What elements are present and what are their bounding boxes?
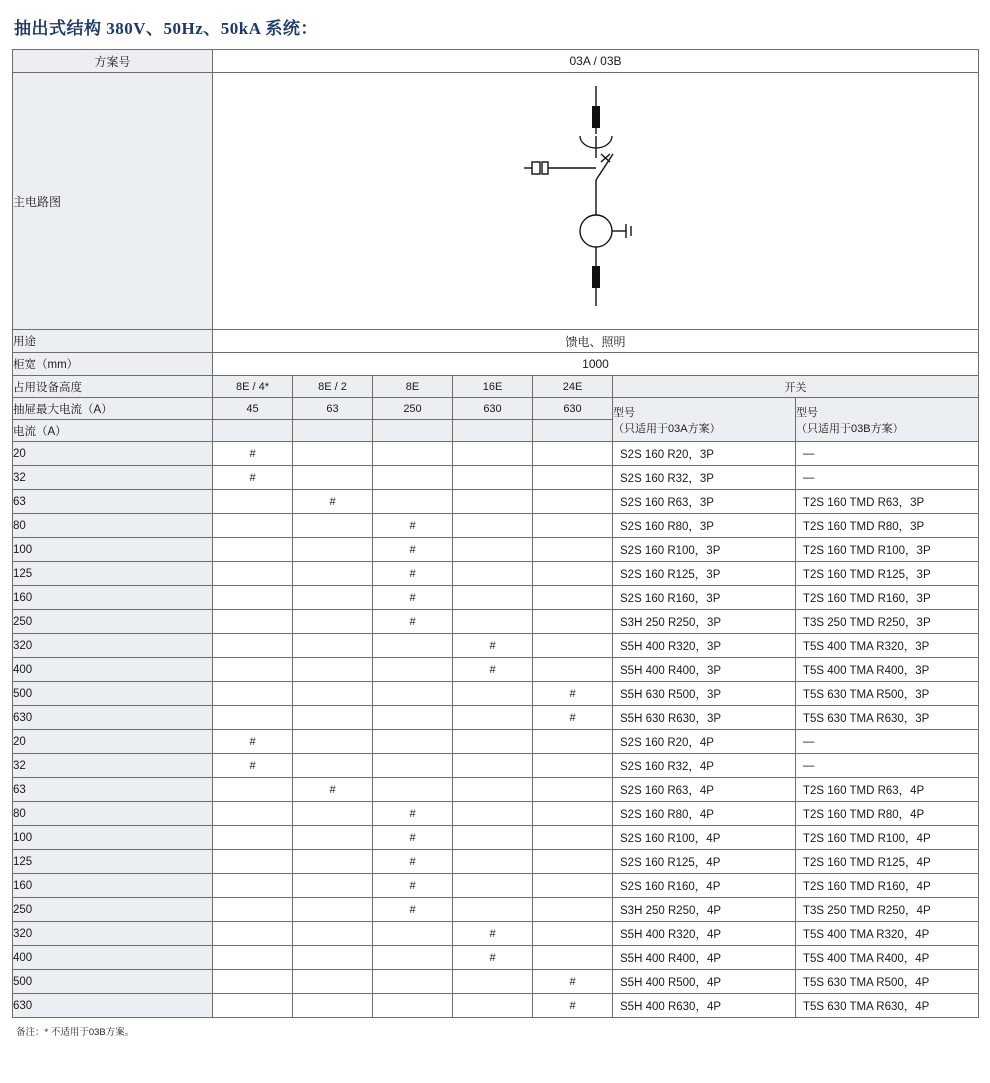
row-model-a: S2S 160 R125，4P — [613, 850, 796, 874]
current-spacer-0 — [213, 420, 293, 442]
table-row — [13, 826, 979, 850]
diagram-row — [13, 73, 979, 330]
row-mark-col-0 — [213, 586, 293, 610]
row-current: 400 — [13, 946, 213, 970]
row-mark-col-1 — [293, 538, 373, 562]
main-circuit-diagram — [213, 73, 979, 330]
row-current: 63 — [13, 778, 213, 802]
row-mark-col-1 — [293, 754, 373, 778]
row-mark-col-0 — [213, 898, 293, 922]
current-spacer-2 — [373, 420, 453, 442]
availability-mark: # — [489, 639, 496, 652]
row-mark-col-2 — [373, 562, 453, 586]
row-mark-col-3 — [453, 682, 533, 706]
row-mark-col-1 — [293, 970, 373, 994]
row-current: 32 — [13, 466, 213, 490]
row-mark-col-2 — [373, 922, 453, 946]
device-height-1: 8E / 2 — [293, 376, 373, 398]
model-a-title: 型号 — [613, 406, 635, 419]
row-mark-col-1 — [293, 826, 373, 850]
availability-mark: # — [249, 447, 256, 460]
device-height-4: 24E — [533, 376, 613, 398]
table-row — [13, 874, 979, 898]
row-mark-col-0 — [213, 610, 293, 634]
row-model-a: S5H 400 R320，3P — [613, 634, 796, 658]
row-model-b: — — [796, 442, 979, 466]
device-height-label: 占用设备高度 — [13, 376, 213, 398]
availability-mark: # — [409, 543, 416, 556]
device-height-3: 16E — [453, 376, 533, 398]
max-current-2: 250 — [373, 398, 453, 420]
row-mark-col-3 — [453, 874, 533, 898]
row-current: 250 — [13, 898, 213, 922]
row-model-a: S2S 160 R32，4P — [613, 754, 796, 778]
row-current: 100 — [13, 538, 213, 562]
row-mark-col-2 — [373, 898, 453, 922]
table-row — [13, 466, 979, 490]
availability-mark: # — [569, 999, 576, 1012]
row-mark-col-2 — [373, 682, 453, 706]
table-row — [13, 946, 979, 970]
row-model-b: T5S 400 TMA R320，3P — [796, 634, 979, 658]
availability-mark: # — [409, 615, 416, 628]
row-mark-col-1 — [293, 442, 373, 466]
row-model-b: — — [796, 466, 979, 490]
row-mark-col-0 — [213, 562, 293, 586]
row-mark-col-2 — [373, 802, 453, 826]
table-row — [13, 442, 979, 466]
row-current: 630 — [13, 994, 213, 1018]
row-mark-col-2 — [373, 706, 453, 730]
scheme-row — [13, 50, 979, 73]
row-model-b: T5S 630 TMA R500，3P — [796, 682, 979, 706]
table-row — [13, 994, 979, 1018]
row-mark-col-4 — [533, 946, 613, 970]
availability-mark: # — [409, 879, 416, 892]
row-mark-col-0 — [213, 970, 293, 994]
switch-header: 开关 — [613, 376, 979, 398]
row-mark-col-3 — [453, 850, 533, 874]
row-model-b: T3S 250 TMD R250，4P — [796, 898, 979, 922]
row-current: 500 — [13, 970, 213, 994]
availability-mark: # — [409, 567, 416, 580]
row-current: 20 — [13, 442, 213, 466]
max-current-row — [13, 398, 979, 420]
row-mark-col-1 — [293, 466, 373, 490]
row-model-a: S2S 160 R63，3P — [613, 490, 796, 514]
row-mark-col-2 — [373, 730, 453, 754]
row-model-b: T2S 160 TMD R125，4P — [796, 850, 979, 874]
max-current-0: 45 — [213, 398, 293, 420]
row-mark-col-0 — [213, 466, 293, 490]
row-mark-col-0 — [213, 778, 293, 802]
model-a-header — [613, 398, 796, 442]
row-model-b: T5S 630 TMA R500，4P — [796, 970, 979, 994]
row-mark-col-0 — [213, 538, 293, 562]
row-mark-col-1 — [293, 682, 373, 706]
row-mark-col-3 — [453, 946, 533, 970]
table-row — [13, 634, 979, 658]
row-current: 630 — [13, 706, 213, 730]
use-label: 用途 — [13, 330, 213, 353]
row-mark-col-2 — [373, 658, 453, 682]
row-mark-col-4 — [533, 754, 613, 778]
table-row — [13, 490, 979, 514]
availability-mark: # — [569, 687, 576, 700]
availability-mark: # — [489, 951, 496, 964]
row-model-a: S3H 250 R250，4P — [613, 898, 796, 922]
table-row — [13, 754, 979, 778]
table-row — [13, 538, 979, 562]
row-mark-col-3 — [453, 466, 533, 490]
row-current: 400 — [13, 658, 213, 682]
current-spacer-1 — [293, 420, 373, 442]
table-row — [13, 922, 979, 946]
table-row — [13, 970, 979, 994]
row-model-a: S2S 160 R125，3P — [613, 562, 796, 586]
row-mark-col-3 — [453, 610, 533, 634]
row-mark-col-0 — [213, 658, 293, 682]
row-mark-col-1 — [293, 778, 373, 802]
row-mark-col-0 — [213, 682, 293, 706]
diagram-label: 主电路图 — [13, 73, 213, 330]
row-mark-col-3 — [453, 562, 533, 586]
table-row — [13, 706, 979, 730]
row-current: 320 — [13, 634, 213, 658]
row-mark-col-2 — [373, 970, 453, 994]
table-row — [13, 610, 979, 634]
row-mark-col-3 — [453, 994, 533, 1018]
row-mark-col-0 — [213, 802, 293, 826]
row-mark-col-4 — [533, 610, 613, 634]
max-current-1: 63 — [293, 398, 373, 420]
max-current-4: 630 — [533, 398, 613, 420]
row-model-a: S5H 400 R500，4P — [613, 970, 796, 994]
row-current: 32 — [13, 754, 213, 778]
row-model-a: S2S 160 R100，3P — [613, 538, 796, 562]
model-b-title: 型号 — [796, 406, 818, 419]
scheme-value: 03A / 03B — [213, 50, 979, 73]
row-model-a: S2S 160 R80，3P — [613, 514, 796, 538]
row-current: 320 — [13, 922, 213, 946]
row-mark-col-4 — [533, 538, 613, 562]
row-mark-col-0 — [213, 850, 293, 874]
row-current: 80 — [13, 514, 213, 538]
row-mark-col-4 — [533, 586, 613, 610]
row-model-a: S2S 160 R160，3P — [613, 586, 796, 610]
scheme-label: 方案号 — [13, 50, 213, 73]
row-mark-col-0 — [213, 490, 293, 514]
row-model-a: S5H 400 R400，4P — [613, 946, 796, 970]
row-mark-col-0 — [213, 442, 293, 466]
row-current: 250 — [13, 610, 213, 634]
current-spacer-3 — [453, 420, 533, 442]
row-mark-col-0 — [213, 826, 293, 850]
row-mark-col-1 — [293, 730, 373, 754]
device-height-row — [13, 376, 979, 398]
row-model-a: S5H 630 R630，3P — [613, 706, 796, 730]
row-mark-col-1 — [293, 634, 373, 658]
row-mark-col-2 — [373, 442, 453, 466]
row-model-a: S5H 400 R630，4P — [613, 994, 796, 1018]
row-mark-col-4 — [533, 442, 613, 466]
row-model-a: S5H 400 R320，4P — [613, 922, 796, 946]
current-spacer-4 — [533, 420, 613, 442]
availability-mark: # — [569, 711, 576, 724]
row-mark-col-4 — [533, 730, 613, 754]
row-model-b: T2S 160 TMD R100，3P — [796, 538, 979, 562]
availability-mark: # — [409, 591, 416, 604]
row-mark-col-1 — [293, 994, 373, 1018]
data-rows-body — [13, 442, 979, 1018]
row-model-a: S2S 160 R20，3P — [613, 442, 796, 466]
row-mark-col-4 — [533, 658, 613, 682]
row-mark-col-2 — [373, 778, 453, 802]
table-row — [13, 898, 979, 922]
row-mark-col-2 — [373, 946, 453, 970]
row-model-b: — — [796, 754, 979, 778]
availability-mark: # — [409, 855, 416, 868]
row-mark-col-3 — [453, 970, 533, 994]
row-mark-col-0 — [213, 754, 293, 778]
model-a-note: （只适用于03A方案） — [613, 422, 721, 435]
availability-mark: # — [569, 975, 576, 988]
row-mark-col-3 — [453, 898, 533, 922]
row-model-a: S5H 630 R500，3P — [613, 682, 796, 706]
row-current: 100 — [13, 826, 213, 850]
use-value: 馈电、照明 — [213, 330, 979, 353]
availability-mark: # — [409, 903, 416, 916]
current-label: 电流（A） — [13, 420, 213, 442]
row-mark-col-4 — [533, 994, 613, 1018]
row-mark-col-0 — [213, 922, 293, 946]
table-row — [13, 850, 979, 874]
row-model-b: T5S 400 TMA R320，4P — [796, 922, 979, 946]
row-model-b: T5S 400 TMA R400，3P — [796, 658, 979, 682]
table-row — [13, 586, 979, 610]
row-model-b: T2S 160 TMD R125，3P — [796, 562, 979, 586]
row-mark-col-1 — [293, 850, 373, 874]
row-mark-col-2 — [373, 466, 453, 490]
row-model-b: — — [796, 730, 979, 754]
row-current: 500 — [13, 682, 213, 706]
table-row — [13, 682, 979, 706]
max-current-3: 630 — [453, 398, 533, 420]
row-model-b: T2S 160 TMD R63，4P — [796, 778, 979, 802]
row-current: 160 — [13, 874, 213, 898]
row-mark-col-2 — [373, 826, 453, 850]
row-mark-col-1 — [293, 706, 373, 730]
table-row — [13, 778, 979, 802]
row-mark-col-4 — [533, 802, 613, 826]
row-model-b: T2S 160 TMD R100，4P — [796, 826, 979, 850]
row-mark-col-0 — [213, 946, 293, 970]
row-model-a: S3H 250 R250，3P — [613, 610, 796, 634]
page-title: 抽出式结构 380V、50Hz、50kA 系统： — [14, 19, 318, 38]
row-mark-col-1 — [293, 898, 373, 922]
row-mark-col-4 — [533, 970, 613, 994]
row-mark-col-4 — [533, 826, 613, 850]
row-model-a: S2S 160 R100，4P — [613, 826, 796, 850]
table-row — [13, 802, 979, 826]
row-current: 80 — [13, 802, 213, 826]
row-mark-col-3 — [453, 634, 533, 658]
row-model-b: T2S 160 TMD R160，3P — [796, 586, 979, 610]
row-mark-col-3 — [453, 778, 533, 802]
row-mark-col-1 — [293, 922, 373, 946]
availability-mark: # — [409, 831, 416, 844]
row-mark-col-3 — [453, 730, 533, 754]
row-mark-col-2 — [373, 610, 453, 634]
row-mark-col-3 — [453, 658, 533, 682]
row-mark-col-3 — [453, 802, 533, 826]
availability-mark: # — [249, 471, 256, 484]
row-model-b: T2S 160 TMD R63，3P — [796, 490, 979, 514]
row-mark-col-3 — [453, 586, 533, 610]
row-mark-col-3 — [453, 754, 533, 778]
device-height-2: 8E — [373, 376, 453, 398]
row-mark-col-2 — [373, 874, 453, 898]
availability-mark: # — [409, 519, 416, 532]
row-mark-col-3 — [453, 514, 533, 538]
row-mark-col-4 — [533, 778, 613, 802]
row-current: 20 — [13, 730, 213, 754]
row-model-a: S2S 160 R32，3P — [613, 466, 796, 490]
row-mark-col-4 — [533, 490, 613, 514]
row-model-a: S2S 160 R20，4P — [613, 730, 796, 754]
row-model-b: T2S 160 TMD R80，3P — [796, 514, 979, 538]
row-mark-col-1 — [293, 490, 373, 514]
row-model-b: T5S 630 TMA R630，3P — [796, 706, 979, 730]
row-mark-col-2 — [373, 586, 453, 610]
model-b-header — [796, 398, 979, 442]
row-mark-col-3 — [453, 538, 533, 562]
row-current: 125 — [13, 562, 213, 586]
availability-mark: # — [329, 495, 336, 508]
row-mark-col-1 — [293, 946, 373, 970]
row-mark-col-0 — [213, 874, 293, 898]
row-mark-col-2 — [373, 850, 453, 874]
row-mark-col-4 — [533, 634, 613, 658]
row-mark-col-0 — [213, 634, 293, 658]
row-mark-col-3 — [453, 442, 533, 466]
row-mark-col-3 — [453, 490, 533, 514]
row-mark-col-2 — [373, 514, 453, 538]
row-mark-col-4 — [533, 874, 613, 898]
availability-mark: # — [329, 783, 336, 796]
row-mark-col-1 — [293, 586, 373, 610]
row-mark-col-1 — [293, 514, 373, 538]
max-current-label: 抽屉最大电流（A） — [13, 398, 213, 420]
row-mark-col-1 — [293, 658, 373, 682]
width-row — [13, 353, 979, 376]
row-model-b: T2S 160 TMD R80，4P — [796, 802, 979, 826]
row-mark-col-2 — [373, 490, 453, 514]
row-mark-col-4 — [533, 514, 613, 538]
cabinet-width-value: 1000 — [213, 353, 979, 376]
row-model-a: S2S 160 R80，4P — [613, 802, 796, 826]
row-model-b: T5S 400 TMA R400，4P — [796, 946, 979, 970]
availability-mark: # — [249, 759, 256, 772]
availability-mark: # — [489, 663, 496, 676]
device-height-0: 8E / 4* — [213, 376, 293, 398]
row-model-b: T5S 630 TMA R630，4P — [796, 994, 979, 1018]
row-mark-col-1 — [293, 610, 373, 634]
row-mark-col-1 — [293, 874, 373, 898]
row-model-b: T3S 250 TMD R250，3P — [796, 610, 979, 634]
availability-mark: # — [489, 927, 496, 940]
row-model-a: S2S 160 R160，4P — [613, 874, 796, 898]
row-mark-col-1 — [293, 562, 373, 586]
row-current: 160 — [13, 586, 213, 610]
row-mark-col-4 — [533, 922, 613, 946]
row-mark-col-2 — [373, 754, 453, 778]
row-mark-col-2 — [373, 538, 453, 562]
row-mark-col-2 — [373, 634, 453, 658]
row-model-b: T2S 160 TMD R160，4P — [796, 874, 979, 898]
row-mark-col-4 — [533, 706, 613, 730]
row-mark-col-0 — [213, 994, 293, 1018]
model-b-note: （只适用于03B方案） — [796, 422, 904, 435]
row-mark-col-4 — [533, 850, 613, 874]
row-mark-col-3 — [453, 706, 533, 730]
availability-mark: # — [409, 807, 416, 820]
cabinet-width-label: 柜宽（mm） — [13, 353, 213, 376]
row-mark-col-4 — [533, 466, 613, 490]
table-row — [13, 730, 979, 754]
table-row — [13, 514, 979, 538]
table-row — [13, 658, 979, 682]
row-mark-col-3 — [453, 922, 533, 946]
row-mark-col-0 — [213, 514, 293, 538]
row-current: 63 — [13, 490, 213, 514]
row-mark-col-3 — [453, 826, 533, 850]
row-mark-col-4 — [533, 562, 613, 586]
row-mark-col-4 — [533, 898, 613, 922]
footnote: 备注：* 不适用于03B方案。 — [16, 1027, 135, 1038]
row-mark-col-0 — [213, 706, 293, 730]
table-row — [13, 562, 979, 586]
availability-mark: # — [249, 735, 256, 748]
row-model-a: S2S 160 R63，4P — [613, 778, 796, 802]
row-model-a: S5H 400 R400，3P — [613, 658, 796, 682]
spec-table — [12, 49, 979, 1018]
circuit-diagram-svg — [486, 76, 706, 326]
use-row — [13, 330, 979, 353]
row-mark-col-1 — [293, 802, 373, 826]
row-mark-col-0 — [213, 730, 293, 754]
row-mark-col-2 — [373, 994, 453, 1018]
row-current: 125 — [13, 850, 213, 874]
row-mark-col-4 — [533, 682, 613, 706]
